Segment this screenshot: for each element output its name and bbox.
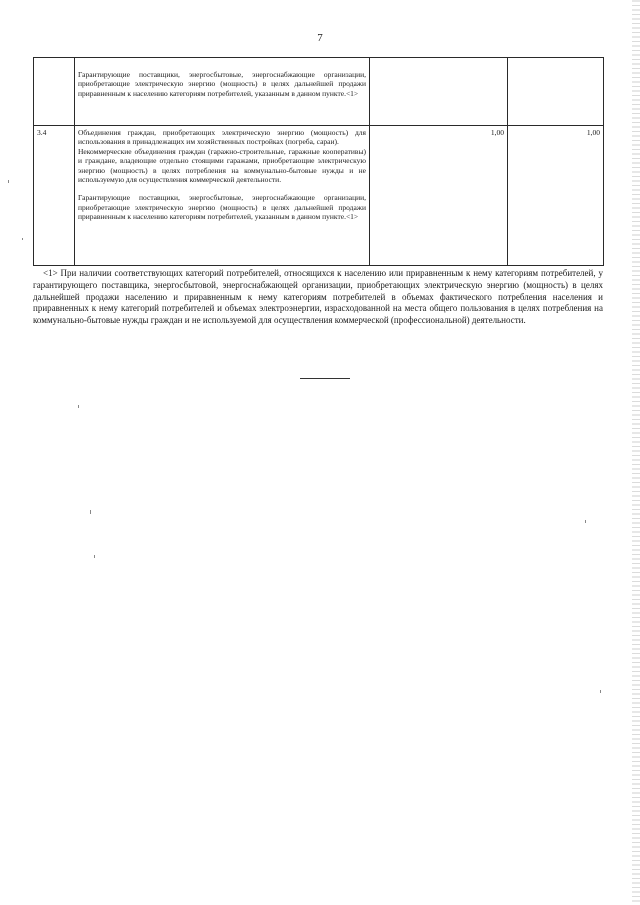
scan-speck (585, 520, 586, 523)
scan-speck (8, 180, 9, 183)
value-cell (370, 126, 508, 266)
tariff-table (33, 57, 604, 266)
row-description-cell (75, 58, 370, 126)
scan-speck (90, 510, 91, 514)
row-paragraph: Некоммерческие объединения граждан (гаражно-строительные, гаражные кооперативы) и граждане, владеющие отдельно стоящими гаражами, приобретающие электрическую энергию (мощность) в целях потребления на коммунально-бытовые нужды и не используемую для осуществления коммерческой деятельности. (78, 146, 366, 185)
scan-speck (78, 405, 79, 408)
value-cell (370, 58, 508, 126)
row-paragraph: Гарантирующие поставщики, энергосбытовые, энергоснабжающие организации, приобретающие электрическую энергию (мощность) в целях дальнейшей продажи приравненным к населению категориям потребителей, указанным в данном пункте.<1> (78, 193, 366, 222)
scan-edge (632, 0, 640, 905)
row-number-cell (34, 58, 75, 126)
scan-speck (22, 238, 23, 240)
scan-speck (94, 555, 95, 558)
row-number-cell (34, 126, 75, 266)
row-description-cell (75, 126, 370, 266)
row-number: 3.4 (37, 128, 47, 137)
row-paragraph: Объединения граждан, приобретающих электрическую энергию (мощность) для использования в принадлежащих им хозяйственных постройках (погреба, сараи). (78, 128, 366, 147)
end-divider (300, 378, 350, 379)
table-row (34, 126, 604, 266)
value-cell (508, 126, 604, 266)
page-number: 7 (317, 32, 323, 44)
value-cell (508, 58, 604, 126)
rate-value: 1,00 (490, 128, 504, 137)
rate-value: 1,00 (586, 128, 600, 137)
row-description: Гарантирующие поставщики, энергосбытовые, энергоснабжающие организации, приобретающие электрическую энергию (мощность) в целях дальнейшей продажи приравненным к населению категориям потребителей, указанным в данном пункте.<1> (78, 70, 366, 98)
scan-speck (600, 690, 601, 693)
table-row (34, 58, 604, 126)
footnote: <1> При наличии соответствующих категорий потребителей, относящихся к населению или приравненным к нему категориям потребителей, у гарантирующего поставщика, энергосбытовой, энергоснабжающей организации, приобретающих электрическую энергию (мощность) в целях дальнейшей продажи населению и приравненным к нему категориям потребителей в объемах фактического потребления населения и приравненных к нему категорий потребителей и объемах электроэнергии, израсходованной на места общего пользования в целях потребления на коммунально-бытовые нужды граждан и не используемой для осуществления коммерческой (профессиональной) деятельности. (33, 268, 603, 326)
